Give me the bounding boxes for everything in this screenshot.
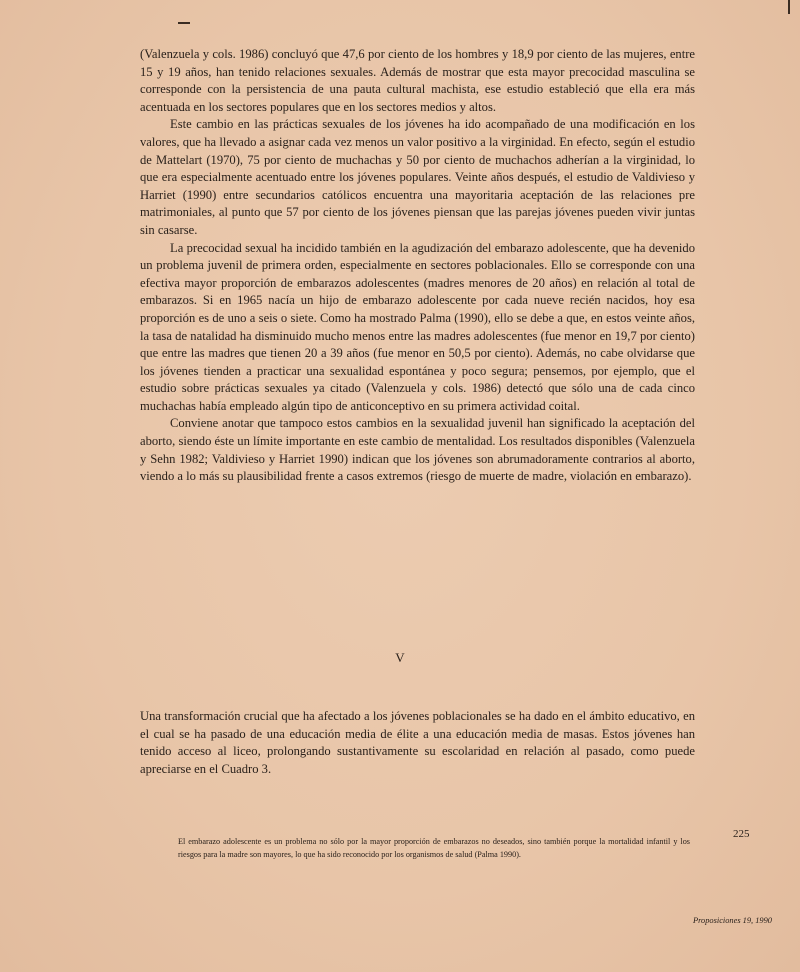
paragraph-education: Una transformación crucial que ha afectado a los jóvenes poblacionales se ha dado en el ámbito educativo, en el cual se ha pasado de una educación media de élite a una educación media de masas. Estos jóvenes han tenido acceso al liceo, prolongando sustantivamente su escolaridad en relación al pasado, como puede apreciarse en el Cuadro 3.: [140, 709, 695, 776]
footnote: El embarazo adolescente es un problema no sólo por la mayor proporción de embarazos no deseados, sino también porque la mortalidad infantil y los riesgos para la madre son mayores, lo que ha sido reconocido por los organismos de salud (Palma 1990).: [178, 837, 690, 859]
header-dash: [178, 22, 190, 24]
page-number: 225: [733, 828, 750, 840]
journal-footer: Proposiciones 19, 1990: [692, 916, 772, 925]
page-edge-mark: [788, 0, 790, 14]
section-text-block: [140, 708, 695, 778]
paragraph-continued: (Valenzuela y cols. 1986) concluyó que 47,6 por ciento de los hombres y 18,9 por ciento de las mujeres, entre 15 y 19 años, han tenido relaciones sexuales. Además de mostrar que esta mayor precocidad masculina se corresponde con la persistencia de una pauta cultural machista, ese estudio estableció que ella era más acentuada en los sectores populares que en los sectores medios y altos.: [140, 47, 695, 114]
paragraph-teen-pregnancy: La precocidad sexual ha incidido también en la agudización del embarazo adolescente, que ha devenido un problema juvenil de primera orden, especialmente en sectores poblacionales. Ello se corresponde con una efectiva mayor proporción de embarazos adolescentes (madres menores de 20 años) en relación al total de embarazos. Si en 1965 nacía un hijo de embarazo adolescente por cada nueve recién nacidos, hoy esa proporción es de uno a seis o siete. Como ha mostrado Palma (1990), ello se debe a que, en estos veinte años, la tasa de natalidad ha disminuido mucho menos entre las madres adolescentes (fue menor en 19,7 por ciento) que entre las madres que tienen 20 a 39 años (fue menor en 50,5 por ciento). Además, no cabe olvidarse que los jóvenes tienden a practicar una sexualidad espontánea y poco segura; pensemos, por ejemplo, que el estudio sobre prácticas sexuales ya citado (Valenzuela y cols. 1986) detectó que sólo una de cada cinco muchachas había empleado algún tipo de anticonceptivo en su primera actividad coital.: [140, 240, 695, 413]
paragraph-abortion: Conviene anotar que tampoco estos cambios en la sexualidad juvenil han significado la aceptación del aborto, siendo éste un límite importante en este cambio de mentalidad. Los resultados disponibles (Valenzuela y Sehn 1982; Valdivieso y Harriet 1990) indican que los jóvenes son abrumadoramente contrarios al aborto, viendo a lo más su plausibilidad frente a casos extremos (riesgo de muerte de madre, violación en embarazo).: [140, 416, 695, 484]
main-text-block: [140, 46, 695, 486]
paragraph-values-change: Este cambio en las prácticas sexuales de los jóvenes ha ido acompañado de una modificación en los valores, que ha llevado a asignar cada vez menos un valor positivo a la virginidad. En efecto, según el estudio de Mattelart (1970), 75 por ciento de muchachas y 50 por ciento de muchachos adherían a la virginidad, lo que era especialmente acentuado entre los jóvenes populares. Veinte años después, el estudio de Valdivieso y Harriet (1990) entre secundarios católicos encuentra una mayoritaria aceptación de las relaciones pre matrimoniales, al punto que 57 por ciento de los jóvenes piensan que las parejas jóvenes pueden vivir juntas sin casarse.: [140, 117, 695, 237]
section-number: V: [395, 650, 405, 665]
